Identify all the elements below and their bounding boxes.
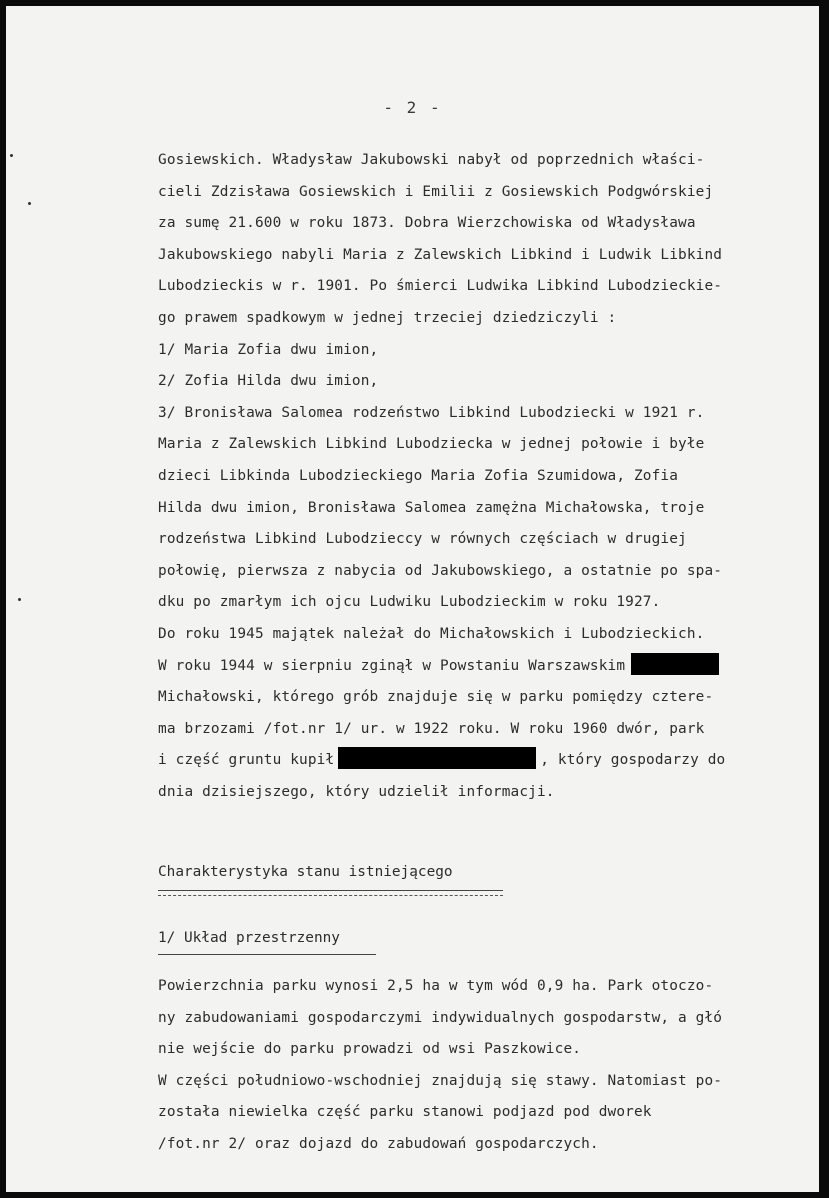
text-line: Hilda dwu imion, Bronisława Salomea zamężna Michałowska, troje (158, 499, 705, 516)
text-line: Lubodzieckis w r. 1901. Po śmierci Ludwika Libkind Lubodzieckie- (158, 278, 723, 295)
text-line: /fot.nr 2/ oraz dojazd do zabudowań gospodarczych. (158, 1135, 599, 1152)
text-line-content: i część gruntu kupił (158, 752, 335, 769)
document-page (6, 6, 819, 1192)
text-line: Gosiewskich. Władysław Jakubowski nabył od poprzednich właści- (158, 152, 705, 168)
text-line (158, 745, 818, 777)
text-line: dnia dzisiejszego, który udzielił informacji. (158, 783, 555, 800)
text-line: dzieci Libkinda Lubodzieckiego Maria Zofia Szumidowa, Zofia (158, 467, 679, 484)
text-line: nie wejście do parku prowadzi od wsi Paszkowice. (158, 1041, 582, 1058)
text-line: Jakubowskiego nabyli Maria z Zalewskich Libkind i Ludwik Libkind (158, 246, 723, 263)
scan-speck (28, 202, 31, 205)
text-line: dku po zmarłym ich ojcu Ludwiku Lubodzieckim w roku 1927. (158, 594, 661, 611)
redaction-box (338, 747, 536, 769)
scan-speck (18, 598, 21, 601)
text-line: ma brzozami /fot.nr 1/ ur. w 1922 roku. W roku 1960 dwór, park (158, 720, 705, 737)
scan-speck (10, 154, 13, 157)
text-line-content: , który gospodarzy do (540, 752, 726, 769)
text-line: 3/ Bronisława Salomea rodzeństwo Libkind Lubodziecki w 1921 r. (158, 404, 705, 421)
text-line: cieli Zdzisława Gosiewskich i Emilii z Gosiewskich Podgwórskiej (158, 183, 714, 200)
text-line: go prawem spadkowym w jednej trzeciej dziedziczyli : (158, 309, 617, 326)
history-paragraph (158, 145, 818, 808)
text-line: Do roku 1945 majątek należał do Michałowskich i Lubodzieckich. (158, 625, 705, 642)
text-line: ny zabudowaniami gospodarczymi indywidualnych gospodarstw, a głó (158, 1009, 723, 1026)
redaction-box (631, 653, 719, 675)
text-line: za sumę 21.600 w roku 1873. Dobra Wierzchowiska od Władysława (158, 215, 696, 232)
text-line: 2/ Zofia Hilda dwu imion, (158, 373, 379, 390)
subsection-heading (158, 930, 340, 946)
text-line: 1/ Maria Zofia dwu imion, (158, 341, 379, 358)
heading-underline (158, 954, 376, 955)
text-line: Powierzchnia parku wynosi 2,5 ha w tym wód 0,9 ha. Park otoczo- (158, 978, 714, 994)
heading-underline (158, 890, 503, 891)
subsection-heading-text: 1/ Układ przestrzenny (158, 930, 340, 946)
text-line: Maria z Zalewskich Libkind Lubodziecka w jednej połowie i byłe (158, 436, 705, 453)
spatial-layout-paragraph (158, 971, 818, 1161)
text-line: została niewielka część parku stanowi podjazd pod dworek (158, 1104, 652, 1121)
text-line: połowię, pierwsza z nabycia od Jakubowskiego, a ostatnie po spa- (158, 562, 723, 579)
text-line: rodzeństwa Libkind Lubodzieccy w równych częściach w drugiej (158, 531, 687, 548)
text-line: W części południowo-wschodniej znajdują się stawy. Natomiast po- (158, 1072, 723, 1089)
section-heading-text: Charakterystyka stanu istniejącego (158, 864, 453, 880)
text-line: Michałowski, którego grób znajduje się w parku pomiędzy cztere- (158, 689, 714, 706)
text-line (158, 651, 818, 683)
text-line-content: W roku 1944 w sierpniu zginął w Powstaniu Warszawskim (158, 657, 626, 674)
section-heading (158, 864, 453, 880)
heading-underline (158, 895, 503, 896)
page-number: - 2 - (383, 98, 442, 117)
